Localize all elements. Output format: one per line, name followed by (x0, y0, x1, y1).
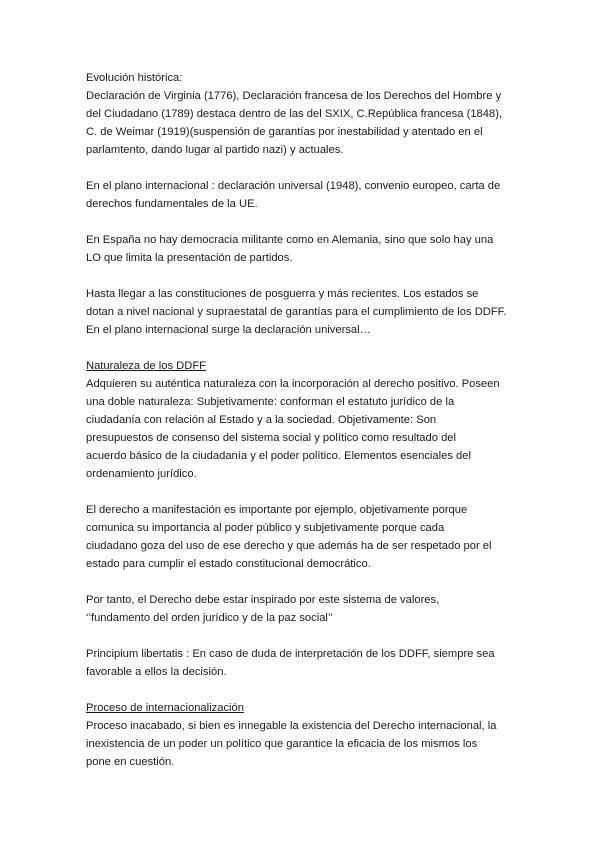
text-line: dotan a nivel nacional y supraestatal de garantías para el cumplimiento de los DDFF. (86, 306, 507, 318)
text-line: del Ciudadano (1789) destaca dentro de las del SXIX, C.República francesa (1848), (86, 108, 503, 120)
text-line: parlamtento, dando lugar al partido nazi) y actuales. (86, 144, 344, 156)
text-line: C. de Weimar (1919)(suspensión de garantías por inestabilidad y atentado en el (86, 126, 483, 138)
document-body (86, 69, 514, 771)
text-line: Proceso inacabado, si bien es innegable la existencia del Derecho internacional, la (86, 720, 497, 732)
section-heading: Naturaleza de los DDFF (86, 360, 206, 372)
text-line: En el plano internacional surge la declaración universal… (86, 324, 371, 336)
paragraph-right-to-demonstrate (86, 501, 514, 573)
text-line: ciudadano goza del uso de ese derecho y que además ha de ser respetado por el (86, 540, 492, 552)
section-nature-ddff (86, 357, 514, 483)
text-line: inexistencia de un poder un político que garantice la eficacia de los mismos los (86, 738, 478, 750)
paragraph-value-system (86, 591, 514, 627)
text-line: Hasta llegar a las constituciones de posguerra y más recientes. Los estados se (86, 288, 479, 300)
text-line: ciudadanía con relación al Estado y a la sociedad. Objetivamente: Son (86, 414, 437, 426)
section-internationalization (86, 699, 514, 771)
text-line: comunica su importancia al poder público y subjetivamente porque cada (86, 522, 445, 534)
text-line: El derecho a manifestación es importante por ejemplo, objetivamente porque (86, 504, 468, 516)
text-line: presupuestos de consenso del sistema social y político como resultado del (86, 432, 457, 444)
text-line: Declaración de Virginia (1776), Declaración francesa de los Derechos del Hombre y (86, 90, 502, 102)
paragraph-principium-libertatis (86, 645, 514, 681)
text-line: una doble naturaleza: Subjetivamente: conforman el estatuto jurídico de la (86, 396, 455, 408)
paragraph-postwar-constitutions (86, 285, 514, 339)
paragraph-spain-democracy (86, 231, 514, 267)
text-line: Adquieren su auténtica naturaleza con la incorporación al derecho positivo. Poseen (86, 378, 500, 390)
text-line: derechos fundamentales de la UE. (86, 198, 258, 210)
text-line: pone en cuestión. (86, 756, 175, 768)
text-line: acuerdo básico de la ciudadanía y el poder político. Elementos esenciales del (86, 450, 471, 462)
paragraph-international-plane (86, 177, 514, 213)
text-line: estado para cumplir el estado constitucional democrático. (86, 558, 371, 570)
section-heading: Proceso de internacionalización (86, 702, 244, 714)
text-line: Principium libertatis : En caso de duda de interpretación de los DDFF, siempre sea (86, 648, 495, 660)
text-line: LO que limita la presentación de partidos. (86, 252, 293, 264)
paragraph-historical-evolution (86, 69, 514, 159)
text-line: Evolución histórica: (86, 72, 183, 84)
text-line: Por tanto, el Derecho debe estar inspirado por este sistema de valores, (86, 594, 440, 606)
text-line: En el plano internacional : declaración universal (1948), convenio europeo, carta de (86, 180, 501, 192)
text-line: favorable a ellos la decisión. (86, 666, 227, 678)
text-line: ‘’fundamento del orden jurídico y de la paz social’’ (86, 612, 333, 624)
text-line: En España no hay democracia militante como en Alemania, sino que solo hay una (86, 234, 494, 246)
text-line: ordenamiento jurídico. (86, 468, 197, 480)
